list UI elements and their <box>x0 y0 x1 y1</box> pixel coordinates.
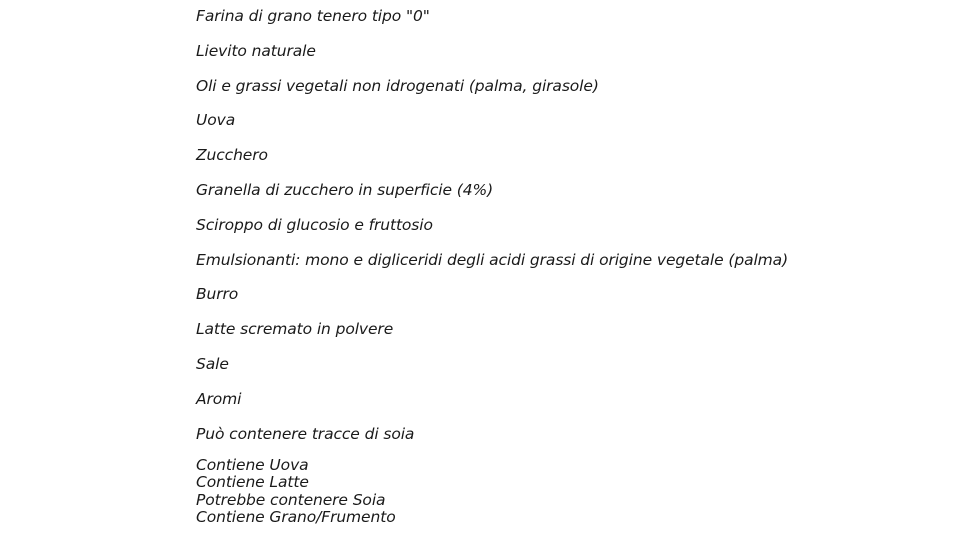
ingredient-item: Zucchero <box>196 146 268 165</box>
ingredient-item: Latte scremato in polvere <box>196 320 394 339</box>
allergen-item: Potrebbe contenere Soia <box>196 490 386 509</box>
ingredient-item: Aromi <box>196 389 242 408</box>
ingredient-item: Emulsionanti: mono e digliceridi degli acidi grassi di origine vegetale (palma) <box>196 250 789 269</box>
ingredient-list <box>196 5 788 457</box>
ingredient-item: Granella di zucchero in superficie (4%) <box>196 180 494 199</box>
ingredient-item: Oli e grassi vegetali non idrogenati (palma, girasole) <box>196 76 599 95</box>
ingredient-item: Burro <box>196 285 239 304</box>
ingredient-item: Lievito naturale <box>196 41 316 60</box>
ingredient-item: Sciroppo di glucosio e fruttosio <box>196 215 433 234</box>
allergen-list <box>196 457 396 527</box>
allergen-item: Contiene Grano/Frumento <box>196 508 396 527</box>
ingredient-item: Farina di grano tenero tipo "0" <box>196 7 430 25</box>
ingredient-item: Uova <box>196 111 236 130</box>
allergen-item: Contiene Latte <box>196 473 309 492</box>
allergen-item: Contiene Uova <box>196 456 309 474</box>
ingredient-item: Sale <box>196 354 229 373</box>
ingredient-item: Può contenere tracce di soia <box>196 424 415 443</box>
